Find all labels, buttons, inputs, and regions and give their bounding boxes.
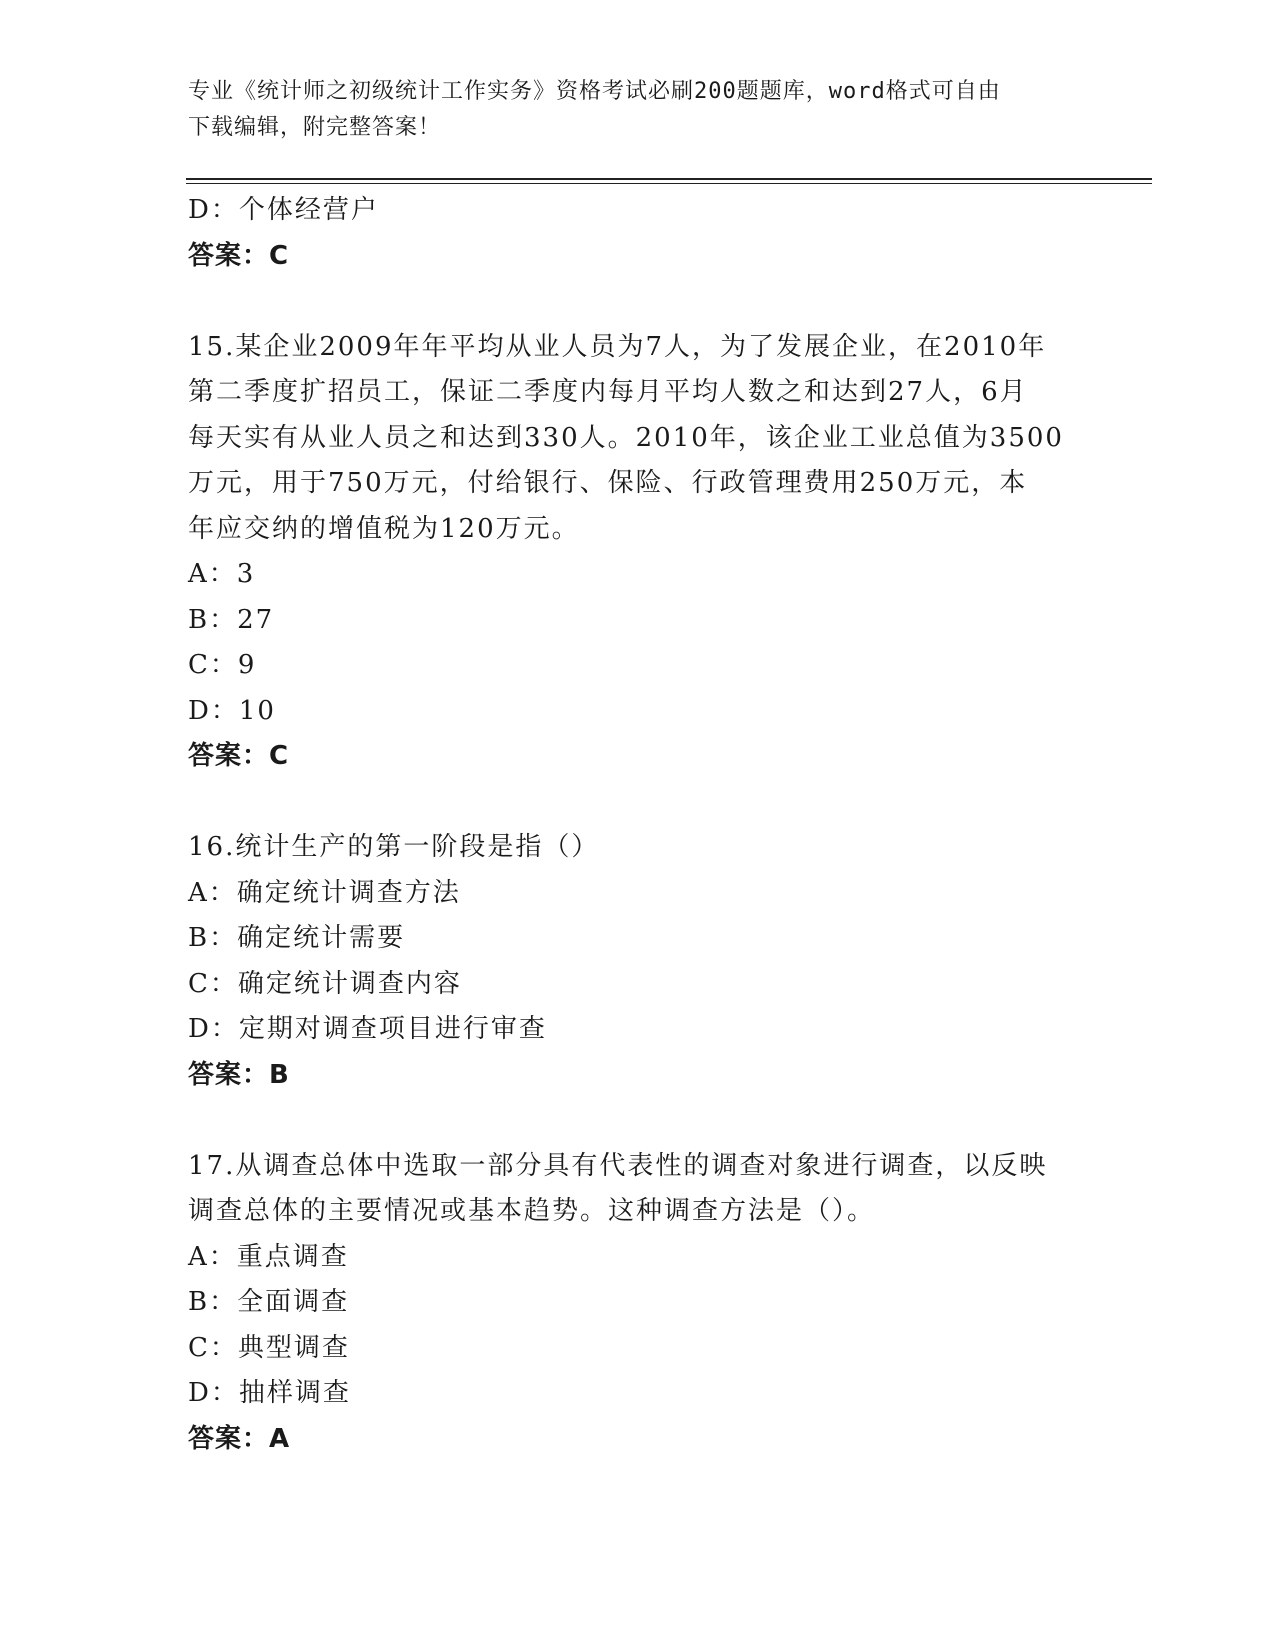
question-14-tail	[188, 188, 1088, 279]
option-d: D：定期对调查项目进行审查	[188, 1014, 547, 1044]
option-c: C：典型调查	[188, 1332, 350, 1363]
option-b: B：27	[188, 604, 275, 635]
question-stem	[188, 325, 1088, 553]
answer-line: 答案：A	[188, 1423, 291, 1454]
option-c: C：9	[188, 650, 257, 680]
option-a: A：确定统计调查方法	[188, 877, 461, 908]
stem-line: 每天实有从业人员之和达到330人。2010年，该企业工业总值为3500	[188, 422, 1064, 453]
option-d: D：10	[188, 695, 276, 726]
option-a: A：3	[188, 559, 256, 589]
header-divider-thick	[186, 178, 1152, 180]
question-15	[188, 325, 1088, 780]
question-list	[188, 188, 1088, 1462]
stem-line: 年应交纳的增值税为120万元。	[188, 513, 580, 544]
option-d: D：抽样调查	[188, 1378, 351, 1408]
option-a: A：重点调查	[188, 1241, 349, 1272]
spacer	[188, 1098, 1088, 1144]
answer-line: 答案：B	[188, 1059, 290, 1090]
option-c: C：确定统计调查内容	[188, 968, 462, 999]
question-stem	[188, 1144, 1088, 1235]
question-16	[188, 825, 1088, 1098]
question-stem	[188, 825, 1088, 871]
stem-line: 第二季度扩招员工，保证二季度内每月平均人数之和达到27人，6月	[188, 377, 1028, 407]
answer-line: 答案：C	[188, 741, 290, 771]
option-d: D：个体经营户	[188, 195, 379, 225]
header-line-1: 专业《统计师之初级统计工作实务》资格考试必刷200题题库，word格式可自由	[188, 79, 1001, 104]
stem-line: 调查总体的主要情况或基本趋势。这种调查方法是（）。	[188, 1196, 876, 1226]
answer-line: 答案：C	[188, 240, 290, 271]
spacer	[188, 279, 1088, 325]
option-b: B：全面调查	[188, 1287, 350, 1317]
stem-line: 15.某企业2009年年平均从业人员为7人，为了发展企业，在2010年	[188, 331, 1047, 362]
stem-line: 17.从调查总体中选取一部分具有代表性的调查对象进行调查，以反映	[188, 1150, 1048, 1181]
spacer	[188, 780, 1088, 826]
header-divider-thin	[186, 183, 1152, 184]
stem-line: 万元，用于750万元，付给银行、保险、行政管理费用250万元，本	[188, 468, 1028, 498]
document-header	[188, 74, 1088, 146]
stem-line: 16.统计生产的第一阶段是指（）	[188, 832, 600, 862]
question-17	[188, 1144, 1088, 1463]
option-b: B：确定统计需要	[188, 923, 406, 953]
header-line-2: 下载编辑，附完整答案！	[188, 115, 442, 140]
